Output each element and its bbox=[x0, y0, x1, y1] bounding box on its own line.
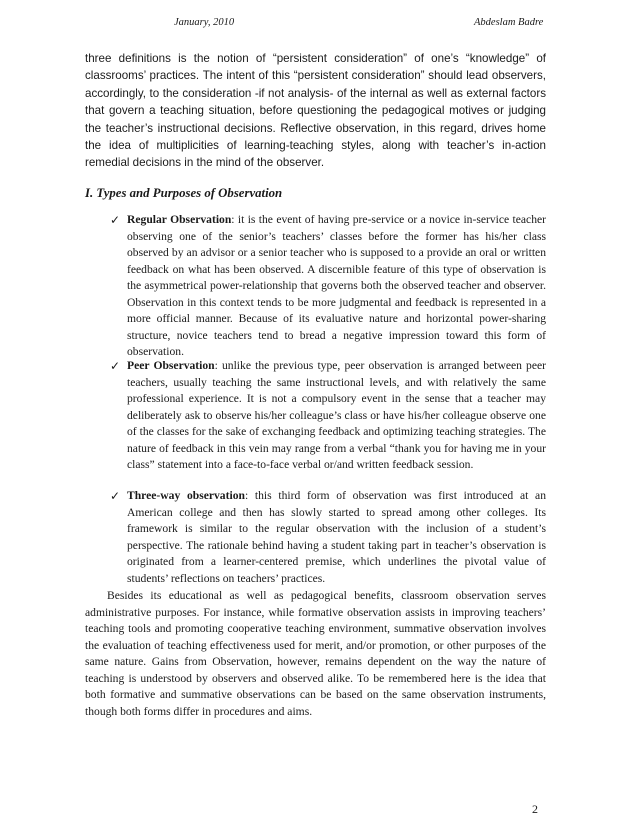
list-item-text bbox=[127, 488, 546, 587]
list-item-peer-observation bbox=[110, 358, 546, 474]
list-item-regular-observation bbox=[110, 212, 546, 361]
term-description: : this third form of observation was first introduced at an American college and then has slowly started to spread among other colleges. Its framework is similar to the regular observation with the inclusion of a student’s perspective. The rationale behind having a student taking part in teacher’s observation is originated from a learner-centered premise, which underlines the pivotal value of students’ reflections on teachers’ practices. bbox=[127, 489, 546, 585]
checkmark-icon: ✓ bbox=[110, 489, 121, 503]
list-item-text bbox=[127, 358, 546, 474]
term-label: Three-way observation bbox=[127, 489, 245, 502]
header-date: January, 2010 bbox=[174, 17, 235, 28]
term-label: Regular Observation bbox=[127, 213, 232, 226]
page-number: 2 bbox=[532, 802, 538, 816]
section-heading: I. Types and Purposes of Observation bbox=[85, 186, 283, 200]
term-description: : it is the event of having pre-service or a novice in-service teacher observing one of the senior’s teachers’ classes before the former has his/her class observed by an advisor or a senior teacher who is supposed to a provide an oral or written feedback on what has been observed. A discernible feature of this type of observation is the asymmetrical power-relationship that governs both the observed teacher and observer. Observation in this context tends to be more judgmental and feedback is represented in a more official manner. Because of its evaluative nature and horizontal power-sharing structure, novice teachers tend to bread a negative impression toward this form of observation. bbox=[127, 213, 546, 358]
header-author: Abdeslam Badre bbox=[474, 17, 544, 28]
list-item-three-way-observation bbox=[110, 488, 546, 587]
list-item-text bbox=[127, 212, 546, 361]
intro-paragraph: three definitions is the notion of “persistent consideration” of one’s “knowledge” of classrooms’ practices. The intent of this “persistent consideration” should lead observers, accordingly, to the consideration -if not analysis- of the internal as well as external factors that govern a teaching situation, before questioning the pedagogical motives or judging the teacher’s instructional decisions. Reflective observation, in this regard, drives home the idea of multiplicities of learning-teaching styles, along with teacher’s in-action remedial decisions in the mind of the observer. bbox=[85, 52, 546, 170]
closing-paragraph bbox=[85, 588, 546, 720]
term-label: Peer Observation bbox=[127, 359, 215, 372]
term-description: : unlike the previous type, peer observation is arranged between peer teachers, usually teaching the same instructional levels, and with relatively the same professional experience. It is not a compulsory event in the sense that a teacher may deliberately ask to observe his/her colleague’s class or have his/her colleague observe one of the classes for the sake of exchanging feedback and optimizing teaching strategies. The nature of feedback in this vein may range from a verbal “thank you for having me in your class” statement into a face-to-face verbal or/and written feedback session. bbox=[127, 359, 546, 471]
checkmark-icon: ✓ bbox=[110, 213, 121, 227]
checkmark-icon: ✓ bbox=[110, 359, 121, 373]
closing-paragraph-text: Besides its educational as well as pedagogical benefits, classroom observation serves administrative purposes. For instance, while formative observation assists in improving teachers’ teaching tools and promoting cooperative teaching environment, summative observation involves the evaluation of teaching effectiveness used for merit, and/or promotion, or other purposes of the same nature. Gains from Observation, however, remains dependent on the way the nature of teaching is understood by observers and observed alike. To be remembered here is the idea that both formative and summative observations can be based on the same observation instruments, though both forms differ in procedures and aims. bbox=[85, 589, 546, 718]
